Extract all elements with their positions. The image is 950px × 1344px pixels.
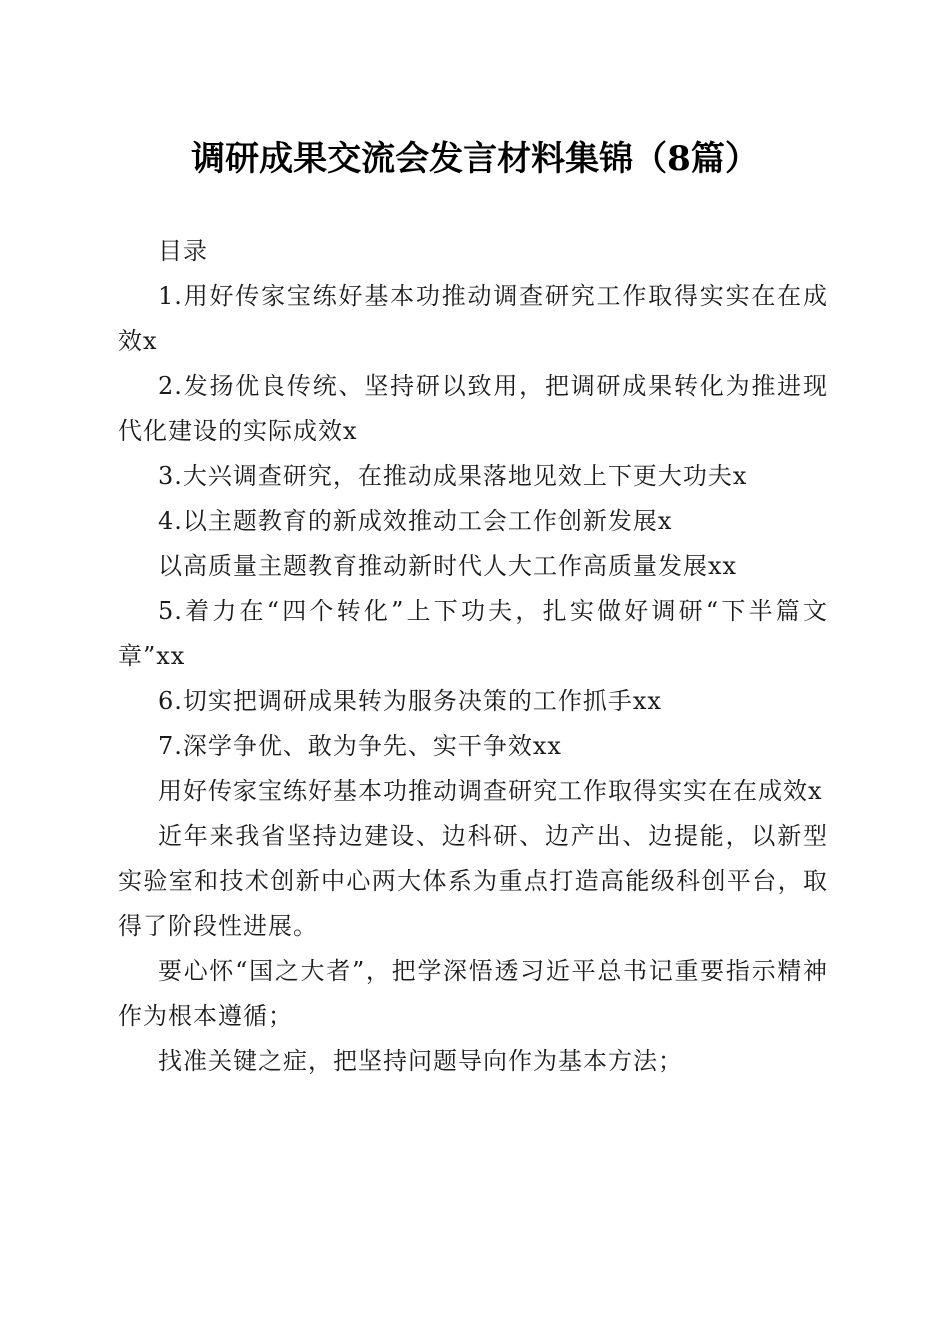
toc-item-6: 6.切实把调研成果转为服务决策的工作抓手xx	[158, 687, 662, 715]
toc-item-3: 3.大兴调查研究，在推动成果落地见效上下更大功夫x	[158, 462, 748, 490]
toc-heading: 目录	[158, 237, 208, 265]
toc-item-1: 1.用好传家宝练好基本功推动调查研究工作取得实实在在成效x	[118, 282, 828, 355]
toc-item-5: 5.着力在“四个转化”上下功夫，扎实做好调研“下半篇文章”xx	[118, 597, 828, 670]
body-paragraph: 要心怀“国之大者”，把学深悟透习近平总书记重要指示精神作为根本遵循；	[118, 957, 828, 1030]
toc-item-4: 4.以主题教育的新成效推动工会工作创新发展x	[158, 507, 673, 535]
toc-item-4b: 以高质量主题教育推动新时代人大工作高质量发展xx	[158, 552, 738, 580]
document-title: 调研成果交流会发言材料集锦（8篇）	[191, 139, 759, 179]
article-heading: 用好传家宝练好基本功推动调查研究工作取得实实在在成效x	[158, 777, 823, 805]
document-body	[118, 229, 828, 1084]
body-paragraph: 找准关键之症，把坚持问题导向作为基本方法；	[158, 1047, 683, 1075]
toc-item-7: 7.深学争优、敢为争先、实干争效xx	[158, 732, 562, 760]
body-paragraph: 近年来我省坚持边建设、边科研、边产出、边提能，以新型实验室和技术创新中心两大体系为重点打造高能级科创平台，取得了阶段性进展。	[118, 822, 828, 940]
toc-item-2: 2.发扬优良传统、坚持研以致用，把调研成果转化为推进现代化建设的实际成效x	[118, 372, 828, 445]
